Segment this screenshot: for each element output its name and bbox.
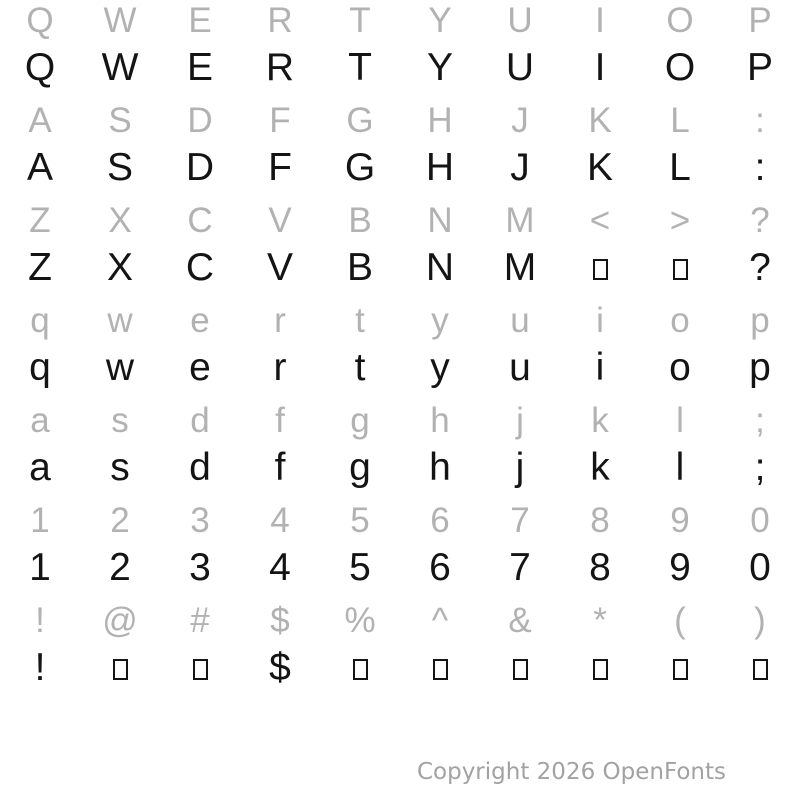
reference-glyph: S <box>108 100 132 140</box>
specimen-glyph: r <box>273 345 287 389</box>
specimen-glyph: W <box>101 45 139 89</box>
specimen-row <box>0 645 800 700</box>
reference-glyph: t <box>355 300 365 340</box>
specimen-glyph: B <box>346 245 373 289</box>
reference-glyph: w <box>107 300 133 340</box>
reference-glyph: E <box>188 0 212 40</box>
specimen-glyph <box>593 648 608 687</box>
reference-glyph: Q <box>26 0 54 40</box>
specimen-glyph: Y <box>426 45 453 89</box>
specimen-glyph: V <box>266 245 293 289</box>
reference-glyph: * <box>593 600 607 640</box>
specimen-glyph: g <box>349 445 371 489</box>
missing-glyph-box-icon <box>753 659 768 680</box>
specimen-row <box>0 345 800 400</box>
reference-glyph: $ <box>270 600 290 640</box>
reference-glyph: s <box>111 400 129 440</box>
reference-glyph: D <box>187 100 213 140</box>
specimen-glyph: J <box>510 145 530 189</box>
glyph-row-pair <box>0 0 800 100</box>
specimen-glyph <box>433 648 448 687</box>
specimen-glyph: y <box>430 345 450 389</box>
glyph-row-pair <box>0 100 800 200</box>
reference-glyph: i <box>596 300 604 340</box>
specimen-glyph: d <box>189 445 211 489</box>
specimen-row <box>0 445 800 500</box>
reference-row <box>0 600 800 650</box>
specimen-glyph: 7 <box>509 545 531 589</box>
specimen-glyph <box>673 248 688 287</box>
specimen-glyph: ? <box>749 245 771 289</box>
glyph-row-pair <box>0 600 800 700</box>
missing-glyph-box-icon <box>593 659 608 680</box>
reference-glyph: : <box>755 100 765 140</box>
reference-glyph: 7 <box>510 500 530 540</box>
reference-glyph: 4 <box>270 500 290 540</box>
specimen-glyph: ! <box>34 645 46 689</box>
glyph-row-pair <box>0 500 800 600</box>
missing-glyph-box-icon <box>593 259 608 280</box>
reference-glyph: # <box>190 600 210 640</box>
specimen-glyph: H <box>425 145 455 189</box>
missing-glyph-box-icon <box>113 659 128 680</box>
reference-glyph: q <box>30 300 50 340</box>
reference-glyph: K <box>588 100 612 140</box>
specimen-glyph <box>193 648 208 687</box>
reference-glyph: @ <box>102 600 138 640</box>
reference-glyph: p <box>750 300 770 340</box>
reference-glyph: y <box>431 300 449 340</box>
reference-row <box>0 500 800 550</box>
reference-glyph: A <box>28 100 52 140</box>
reference-glyph: V <box>268 200 292 240</box>
specimen-glyph: D <box>185 145 215 189</box>
specimen-glyph: K <box>586 145 613 189</box>
specimen-glyph: ; <box>754 445 766 489</box>
specimen-glyph: e <box>189 345 211 389</box>
specimen-glyph: G <box>344 145 376 189</box>
reference-glyph: & <box>508 600 532 640</box>
reference-glyph: G <box>346 100 374 140</box>
specimen-glyph: 6 <box>429 545 451 589</box>
specimen-glyph: $ <box>269 645 291 689</box>
reference-glyph: ? <box>750 200 770 240</box>
specimen-glyph: 0 <box>749 545 771 589</box>
specimen-glyph: q <box>29 345 51 389</box>
reference-glyph: h <box>430 400 450 440</box>
reference-glyph: ! <box>35 600 45 640</box>
specimen-glyph <box>753 648 768 687</box>
glyph-row-pair <box>0 300 800 400</box>
reference-glyph: k <box>591 400 609 440</box>
specimen-glyph: U <box>505 45 535 89</box>
specimen-glyph: O <box>664 45 696 89</box>
specimen-glyph <box>113 648 128 687</box>
reference-glyph: g <box>350 400 370 440</box>
specimen-glyph: A <box>26 145 53 189</box>
specimen-glyph: Q <box>24 45 56 89</box>
specimen-glyph: a <box>29 445 51 489</box>
specimen-glyph: R <box>265 45 295 89</box>
reference-glyph: > <box>669 200 691 240</box>
reference-glyph: 0 <box>750 500 770 540</box>
reference-row <box>0 200 800 250</box>
specimen-glyph: t <box>354 345 366 389</box>
reference-glyph: H <box>427 100 453 140</box>
reference-glyph: R <box>267 0 293 40</box>
missing-glyph-box-icon <box>673 259 688 280</box>
specimen-glyph: E <box>186 45 213 89</box>
specimen-glyph: Z <box>28 245 52 289</box>
reference-glyph: l <box>676 400 684 440</box>
missing-glyph-box-icon <box>673 659 688 680</box>
specimen-glyph: C <box>185 245 215 289</box>
specimen-glyph: l <box>675 445 685 489</box>
specimen-glyph: : <box>754 145 766 189</box>
specimen-glyph: P <box>746 45 773 89</box>
reference-glyph: ( <box>674 600 686 640</box>
specimen-glyph: F <box>268 145 292 189</box>
specimen-glyph: M <box>503 245 537 289</box>
reference-glyph: % <box>344 600 376 640</box>
specimen-glyph: j <box>515 445 525 489</box>
reference-glyph: I <box>595 0 605 40</box>
reference-glyph: f <box>275 400 285 440</box>
reference-glyph: M <box>505 200 535 240</box>
reference-glyph: r <box>274 300 286 340</box>
specimen-glyph <box>673 648 688 687</box>
reference-glyph: C <box>187 200 213 240</box>
specimen-glyph: w <box>105 345 135 389</box>
specimen-row <box>0 45 800 100</box>
missing-glyph-box-icon <box>433 659 448 680</box>
specimen-glyph: N <box>425 245 455 289</box>
specimen-row <box>0 145 800 200</box>
specimen-row <box>0 545 800 600</box>
specimen-glyph: 2 <box>109 545 131 589</box>
specimen-glyph <box>593 248 608 287</box>
reference-glyph: e <box>190 300 210 340</box>
reference-glyph: X <box>108 200 132 240</box>
reference-glyph: 9 <box>670 500 690 540</box>
specimen-glyph: f <box>274 445 286 489</box>
specimen-glyph: p <box>749 345 771 389</box>
reference-glyph: F <box>269 100 291 140</box>
glyph-row-pair <box>0 400 800 500</box>
specimen-glyph: 8 <box>589 545 611 589</box>
specimen-glyph: 1 <box>29 545 51 589</box>
missing-glyph-box-icon <box>193 659 208 680</box>
reference-glyph: J <box>511 100 529 140</box>
specimen-glyph: h <box>429 445 451 489</box>
reference-glyph: P <box>748 0 772 40</box>
specimen-glyph <box>353 648 368 687</box>
reference-row <box>0 100 800 150</box>
specimen-glyph: o <box>669 345 691 389</box>
specimen-glyph: T <box>348 45 372 89</box>
reference-glyph: a <box>30 400 50 440</box>
reference-glyph: 3 <box>190 500 210 540</box>
reference-row <box>0 0 800 50</box>
specimen-glyph: s <box>110 445 130 489</box>
reference-glyph: d <box>190 400 210 440</box>
reference-glyph: ; <box>755 400 765 440</box>
reference-glyph: W <box>103 0 137 40</box>
reference-glyph: Z <box>29 200 51 240</box>
specimen-glyph: k <box>590 445 610 489</box>
specimen-glyph: 5 <box>349 545 371 589</box>
reference-row <box>0 300 800 350</box>
reference-glyph: U <box>507 0 533 40</box>
reference-glyph: ^ <box>431 600 449 640</box>
reference-glyph: 1 <box>30 500 50 540</box>
missing-glyph-box-icon <box>513 659 528 680</box>
reference-glyph: o <box>670 300 690 340</box>
reference-glyph: T <box>349 0 371 40</box>
reference-glyph: O <box>666 0 694 40</box>
reference-glyph: u <box>510 300 530 340</box>
reference-row <box>0 400 800 450</box>
reference-glyph: < <box>589 200 611 240</box>
specimen-glyph: i <box>595 345 605 389</box>
copyright-notice: Copyright 2026 OpenFonts <box>416 759 726 785</box>
reference-glyph: ) <box>754 600 766 640</box>
reference-glyph: B <box>348 200 372 240</box>
reference-glyph: Y <box>428 0 452 40</box>
reference-glyph: 2 <box>110 500 130 540</box>
specimen-glyph: L <box>669 145 691 189</box>
specimen-row <box>0 245 800 300</box>
glyph-row-pair <box>0 200 800 300</box>
reference-glyph: L <box>670 100 690 140</box>
specimen-glyph: 3 <box>189 545 211 589</box>
specimen-glyph: S <box>106 145 133 189</box>
specimen-glyph <box>513 648 528 687</box>
specimen-glyph: I <box>594 45 606 89</box>
missing-glyph-box-icon <box>353 659 368 680</box>
reference-glyph: 8 <box>590 500 610 540</box>
specimen-glyph: u <box>509 345 531 389</box>
specimen-glyph: 9 <box>669 545 691 589</box>
reference-glyph: 6 <box>430 500 450 540</box>
specimen-glyph: X <box>106 245 133 289</box>
reference-glyph: 5 <box>350 500 370 540</box>
reference-glyph: j <box>516 400 524 440</box>
reference-glyph: N <box>427 200 453 240</box>
specimen-glyph: 4 <box>269 545 291 589</box>
